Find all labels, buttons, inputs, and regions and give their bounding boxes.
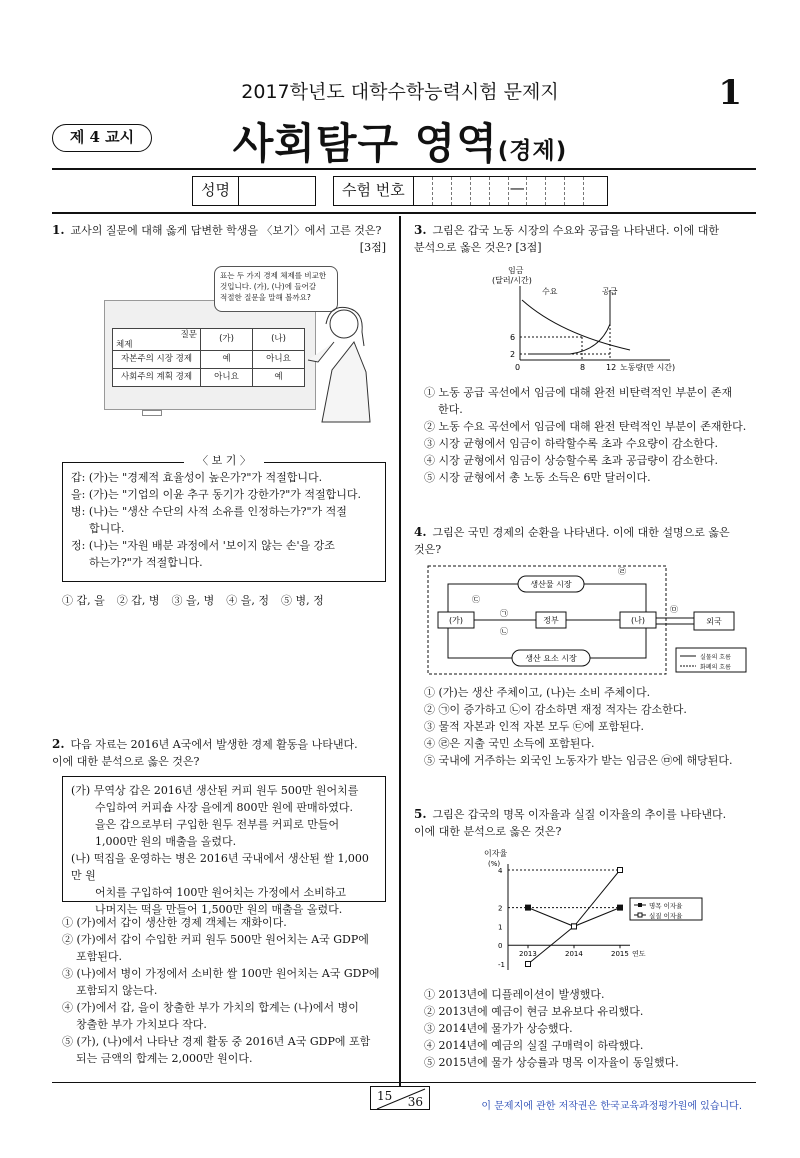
- q3-options: ① 노동 공급 곡선에서 임금에 대해 완전 비탄력적인 부분이 존재 한다. ② 노동 수요 곡선에서 임금에 대해 완전 탄력적인 부분이 존재한다. ③ 시장 균형에서 임금이 하락할수록 초과 수요량이 감소한다. ④ 시장 균형에서 임금이 상승할수록 초과 공급량이 감소한다. ⑤ 시장 균형에서 총 노동 소득은 6만 달러이다.: [424, 384, 754, 486]
- page-counter: [370, 1086, 430, 1110]
- q5-xtick-2015: 2015: [611, 950, 629, 959]
- legend-nominal-label: 명목 이자율: [649, 902, 683, 910]
- q4-options: [424, 684, 754, 769]
- footer-rule: [52, 1082, 756, 1083]
- q3-ytick-2: 2: [510, 350, 516, 359]
- body-top-rule: [52, 212, 756, 214]
- q5-xtick-2013: 2013: [519, 950, 537, 959]
- na-label: (나): [631, 616, 645, 625]
- q5-ytick--1: -1: [498, 961, 505, 969]
- q4-option-1[interactable]: ① (가)는 생산 주체이고, (나)는 소비 주체이다.: [424, 686, 651, 699]
- q2-option-2[interactable]: ② (가)에서 갑이 수입한 커피 원두 500만 원어치는 A국 GDP에: [62, 933, 369, 946]
- q3-option-3[interactable]: ③ 시장 균형에서 임금이 하락할수록 초과 수요량이 감소한다.: [424, 437, 718, 450]
- circle-1-label: ㉠: [500, 609, 508, 618]
- q3-option-1[interactable]: ① 노동 공급 곡선에서 임금에 대해 완전 비탄력적인 부분이 존재: [424, 386, 733, 399]
- q5-ytick-4: 4: [498, 867, 503, 875]
- q5-option-2[interactable]: ② 2013년에 예금이 현금 보유보다 유리했다.: [424, 1005, 644, 1018]
- teacher-figure: [304, 302, 394, 424]
- factor-market-label: 생산 요소 시장: [525, 654, 577, 663]
- question-1: 1. 교사의 질문에 대해 옳게 답변한 학생을 〈보기〉에서 고른 것은? [3점]: [52, 223, 386, 254]
- exam-title: 2017학년도 대학수학능력시험 문제지: [241, 81, 559, 103]
- q5-xtick-2014: 2014: [565, 950, 583, 959]
- q5-ytick-2: 2: [498, 904, 503, 913]
- eraser-icon: [142, 410, 162, 416]
- q3-ytick-6: 6: [510, 333, 516, 342]
- q4-option-4[interactable]: ④ ㉣은 지출 국민 소득에 포함된다.: [424, 737, 595, 750]
- interest-rate-chart: [476, 846, 706, 976]
- q5-option-3[interactable]: ③ 2014년에 물가가 상승했다.: [424, 1022, 573, 1035]
- question-2: 2. 다음 자료는 2016년 A국에서 발생한 경제 활동을 나타낸다. 이에 대한 분석으로 옳은 것은?: [52, 737, 358, 768]
- q2-option-4[interactable]: ④ (가)에서 갑, 을이 창출한 부가 가치의 합계는 (나)에서 병이: [62, 1001, 359, 1014]
- q3-option-4[interactable]: ④ 시장 균형에서 임금이 상승할수록 초과 공급량이 감소한다.: [424, 454, 718, 467]
- name-field[interactable]: [239, 177, 315, 205]
- circle-3-label: ㉢: [472, 595, 480, 604]
- legend-real-label: 실물의 흐름: [700, 654, 731, 661]
- q2-option-5[interactable]: ⑤ (가), (나)에서 나타난 경제 활동 중 2016년 A국 GDP에 포함: [62, 1035, 371, 1048]
- q1-option-3[interactable]: ③ 을, 병: [171, 594, 215, 607]
- bogi-box: 갑: (가)는 "경제적 효율성이 높은가?"가 적절합니다. 을: (가)는 "기업의 이윤 추구 동기가 강한가?"가 적절합니다. 병: (나)는 "생산 수단의 사적 소유를 인정하는가?"가 적절 합니다. 정: (나)는 "자원 배분 과정에서 '보이지 않는 손'을 강조 하는가?"가 적절합니다.: [62, 462, 386, 582]
- q3-xtick-12: 12: [606, 363, 617, 372]
- q1-option-4[interactable]: ④ 을, 정: [226, 594, 269, 607]
- product-market-label: 생산물 시장: [530, 580, 572, 589]
- demand-curve: [522, 300, 630, 350]
- q3-xtick-0: 0: [515, 363, 521, 372]
- series-nominal-point-2015: [618, 905, 623, 910]
- name-label: 성명: [193, 177, 239, 205]
- legend-real-label: 실질 이자율: [649, 912, 683, 920]
- q3-option-2[interactable]: ② 노동 수요 곡선에서 임금에 대해 완전 탄력적인 부분이 존재한다.: [424, 420, 747, 433]
- q2-data-box: (가) 무역상 갑은 2016년 생산된 커피 원두 500만 원어치를 수입하여 커피숍 사장 을에게 800만 원에 판매하였다. 을은 갑으로부터 구입한 원두 전부를 커피로 만들어 1,000만 원의 매출을 올렸다. (나) 떡집을 운영하는 병은 2016년 국내에서 생산된 쌀 1,000만 원 어치를 구입하여 100만 원어치는 가정에서 소비하고 나머지는 떡을 만들어 1,500만 원의 매출을 올렸다.: [62, 776, 386, 902]
- q3-ylabel: 임금: [508, 266, 524, 275]
- q1-illustration: [72, 262, 398, 424]
- subject-title: 사회탐구 영역(경제): [232, 119, 568, 168]
- question-3: 3. 그림은 갑국 노동 시장의 수요와 공급을 나타낸다. 이에 대한 분석으로 옳은 것은? [3점]: [414, 223, 720, 254]
- labor-market-chart: [470, 264, 700, 382]
- series-real-point-2013: [526, 962, 531, 967]
- speech-bubble: 표는 두 가지 경제 체제를 비교한 것입니다. (가), (나)에 들어갈 적절한 질문을 말해 볼까요?: [214, 266, 338, 312]
- q5-option-5[interactable]: ⑤ 2015년에 물가 상승률과 명목 이자율이 동일했다.: [424, 1056, 679, 1069]
- circle-4-label: ㉣: [618, 567, 626, 576]
- supply-curve: [530, 290, 610, 354]
- flow-arrows: [448, 584, 694, 658]
- foreign-label: 외국: [706, 617, 722, 626]
- q5-yunit: (%): [488, 860, 501, 868]
- legend-money-label: 화폐의 흐름: [700, 664, 731, 671]
- exam-number-box: 수험 번호 —: [333, 176, 608, 206]
- circle-2-label: ㉡: [500, 627, 508, 636]
- name-box: [192, 176, 316, 206]
- copyright-notice: 이 문제지에 관한 저작권은 한국교육과정평가원에 있습니다.: [481, 1101, 742, 1112]
- q1-option-1[interactable]: ① 갑, 을: [62, 594, 105, 607]
- q3-xlabel: 노동량(만 시간): [620, 363, 676, 372]
- q4-option-5[interactable]: ⑤ 국내에 거주하는 외국인 노동자가 받는 임금은 ㉤에 해당된다.: [424, 754, 733, 767]
- q5-ytick-1: 1: [498, 923, 503, 932]
- q5-options: [424, 986, 754, 1071]
- demand-label: 수요: [542, 287, 558, 296]
- ga-label: (가): [449, 616, 463, 625]
- series-real-point-2014: [572, 924, 577, 929]
- q3-yunit: (달러/시간): [492, 276, 532, 285]
- current-page: 15: [377, 1089, 393, 1103]
- question-4: 4. 그림은 국민 경제의 순환을 나타낸다. 이에 대한 설명으로 옳은 것은?: [414, 525, 730, 556]
- exam-number-label: 수험 번호: [334, 177, 414, 205]
- q4-option-2[interactable]: ② ㉠이 증가하고 ㉡이 감소하면 재정 적자는 감소한다.: [424, 703, 687, 716]
- q5-option-4[interactable]: ④ 2014년에 예금의 실질 구매력이 하락했다.: [424, 1039, 644, 1052]
- q1-option-5[interactable]: ⑤ 병, 정: [281, 594, 324, 607]
- q5-xlabel: 연도: [632, 950, 646, 958]
- q5-ylabel: 이자율: [484, 849, 508, 858]
- circular-flow-diagram: [424, 562, 754, 678]
- q3-xtick-8: 8: [580, 363, 586, 372]
- supply-label: 공급: [602, 287, 618, 296]
- page-number: 1: [718, 73, 742, 113]
- q2-option-3[interactable]: ③ (나)에서 병이 가정에서 소비한 쌀 100만 원어치는 A국 GDP에: [62, 967, 380, 980]
- economic-system-table: 질문 체제 (가) (나) 자본주의 시장 경제 예 아니요 사회주의 계획 경제 아니요 예: [112, 328, 305, 387]
- q3-option-5[interactable]: ⑤ 시장 균형에서 총 노동 소득은 6만 달러이다.: [424, 471, 651, 484]
- q1-option-2[interactable]: ② 갑, 병: [116, 594, 160, 607]
- q5-option-1[interactable]: ① 2013년에 디플레이션이 발생했다.: [424, 988, 605, 1001]
- q1-options: [62, 592, 392, 609]
- q5-ytick-0: 0: [498, 942, 503, 951]
- question-5: 5. 그림은 갑국의 명목 이자율과 실질 이자율의 추이를 나타낸다. 이에 대한 분석으로 옳은 것은?: [414, 807, 727, 838]
- series-nominal-point-2013: [526, 905, 531, 910]
- header-rule: [52, 168, 756, 170]
- circle-5-label: ㉤: [670, 605, 678, 614]
- period-badge: 제 4 교시: [52, 124, 152, 152]
- q2-option-1[interactable]: ① (가)에서 갑이 생산한 경제 객체는 재화이다.: [62, 916, 287, 929]
- q4-option-3[interactable]: ③ 물적 자본과 인적 자본 모두 ㉢에 포함된다.: [424, 720, 644, 733]
- series-real-point-2015: [618, 868, 623, 873]
- total-pages: 36: [407, 1095, 423, 1109]
- legend-nominal-marker: [638, 903, 642, 907]
- q2-options: ① (가)에서 갑이 생산한 경제 객체는 재화이다. ② (가)에서 갑이 수입한 커피 원두 500만 원어치는 A국 GDP에 포함된다. ③ (나)에서 병이 가정에서 소비한 쌀 100만 원어치는 A국 GDP에 포함되지 않는다. ④ (가)에서 갑, 을이 창출한 부가 가치의 합계는 (나)에서 병이 창출한 부가 가치보다 작다. ⑤ (가), (나)에서 나타난 경제 활동 중 2016년 A국 GDP에 포함 되는 금액의 합계는 2,000만 원이다.: [62, 914, 392, 1067]
- column-divider: [399, 216, 401, 1086]
- legend-real-marker: [638, 913, 642, 917]
- bogi-title: 〈 보 기 〉: [184, 453, 264, 470]
- government-label: 정부: [543, 616, 559, 625]
